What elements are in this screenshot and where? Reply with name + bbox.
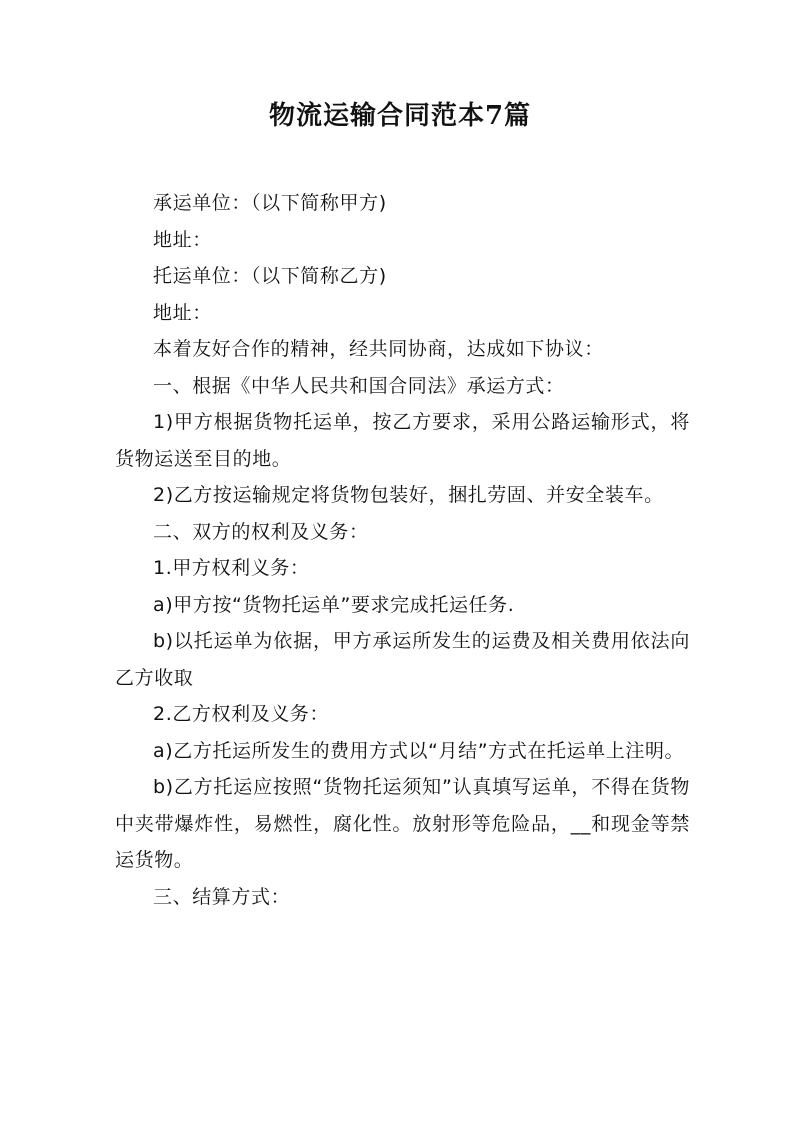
agreement-intro: 本着友好合作的精神，经共同协商，达成如下协议： <box>153 338 604 360</box>
party-b-right-b: b)乙方托运应按照“货物托运须知”认真填写运单，不得在货物中夹带爆炸性，易燃性，腐化性。放射形等危险品，__和现金等禁运货物。 <box>115 776 690 871</box>
section-1-heading: 一、根据《中华人民共和国合同法》承运方式： <box>153 374 565 397</box>
party-b-line: 托运单位：（以下简称乙方) <box>153 265 387 287</box>
section-2-heading: 二、双方的权利及义务： <box>153 520 369 543</box>
section-1-item-1: 1)甲方根据货物托运单，按乙方要求，采用公路运输形式，将货物运送至目的地。 <box>115 411 690 470</box>
party-a-right-b: b)以托运单为依据，甲方承运所发生的运费及相关费用依法向乙方收取 <box>115 630 690 689</box>
party-a-rights-heading: 1.甲方权利义务： <box>153 557 310 579</box>
document-body <box>115 185 690 915</box>
party-b-rights-heading: 2.乙方权利及义务： <box>153 703 330 725</box>
party-b-address: 地址： <box>153 301 212 324</box>
document-title: 物流运输合同范本7篇 <box>268 101 532 131</box>
party-b-right-a: a)乙方托运所发生的费用方式以“月结”方式在托运单上注明。 <box>153 739 685 762</box>
party-a-address: 地址： <box>153 228 212 251</box>
party-a-line: 承运单位：（以下简称甲方) <box>153 192 387 214</box>
section-3-heading: 三、结算方式： <box>153 885 291 908</box>
party-a-right-a: a)甲方按“货物托运单”要求完成托运任务. <box>153 593 515 616</box>
section-1-item-2: 2)乙方按运输规定将货物包装好，捆扎劳固、并安全装车。 <box>153 484 664 506</box>
